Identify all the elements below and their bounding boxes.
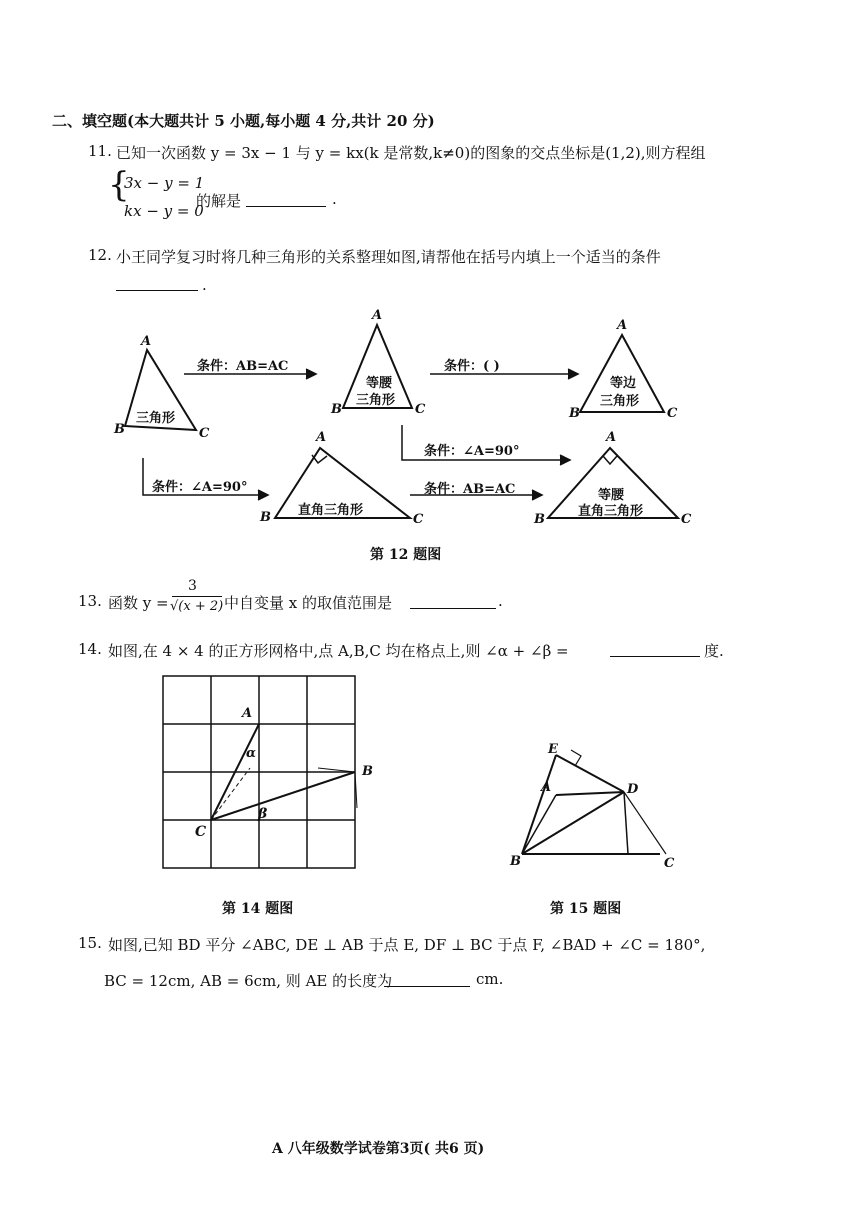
answer-blank-15	[384, 972, 470, 991]
triangle-3-label-2: 三角形	[600, 394, 640, 409]
triangle-5-label-1: 等腰	[598, 488, 625, 503]
question-11-end: .	[332, 190, 337, 208]
vertex-c-3: C	[667, 406, 678, 421]
system-equation-1: 3x − y = 1	[124, 174, 205, 192]
segment-df	[624, 792, 628, 854]
vertex-c-5: C	[681, 512, 692, 527]
question-15-unit: cm.	[476, 970, 504, 988]
triangle-3-label-1: 等边	[610, 376, 637, 391]
point-c-14: C	[195, 824, 207, 840]
point-a-15: A	[541, 780, 552, 795]
vertex-b-4: B	[260, 510, 271, 525]
fraction-denominator: √(x + 2)	[170, 599, 224, 614]
vertex-c-4: C	[413, 512, 424, 527]
vertex-a-2: A	[372, 308, 383, 323]
question-15-number: 15.	[78, 934, 102, 952]
question-14-unit: 度.	[704, 642, 724, 660]
question-14-text: 如图,在 4 × 4 的正方形网格中,点 A,B,C 均在格点上,则 ∠α + ∠β =	[108, 642, 569, 660]
triangle-2-label-1: 等腰	[366, 376, 393, 391]
condition-2: 条件：( )	[444, 359, 500, 374]
question-11-suffix: 的解是	[196, 192, 242, 210]
system-brace: {	[108, 165, 130, 205]
question-14-number: 14.	[78, 640, 102, 658]
condition-1: 条件：AB=AC	[197, 359, 289, 374]
triangle-2-label-2: 三角形	[356, 393, 396, 408]
vertex-a-1: A	[141, 334, 152, 349]
vertex-a-5: A	[606, 430, 617, 445]
vertex-a-3: A	[617, 318, 628, 333]
vertex-b-1: B	[114, 422, 125, 437]
vertex-a-4: A	[316, 430, 327, 445]
triangle-4-label: 直角三角形	[298, 503, 364, 518]
question-11-text: 已知一次函数 y = 3x − 1 与 y = kx(k 是常数,k≠0)的图象的交点坐标是(1,2),则方程组	[116, 144, 706, 162]
figure-15-caption: 第 15 题图	[550, 901, 622, 917]
figure-14-caption: 第 14 题图	[222, 901, 294, 917]
question-13-number: 13.	[78, 592, 102, 610]
vertex-b-3: B	[569, 406, 580, 421]
segment-bd	[522, 792, 624, 854]
vertex-b-2: B	[331, 402, 342, 417]
segment-ed	[556, 755, 624, 792]
point-b-15: B	[510, 854, 521, 869]
question-13-suffix: 中自变量 x 的取值范围是	[224, 594, 392, 612]
condition-4: 条件：∠A=90°	[152, 480, 248, 495]
question-15-line-2: BC = 12cm, AB = 6cm, 则 AE 的长度为	[104, 972, 393, 990]
vertex-c-2: C	[415, 402, 426, 417]
section-title: 二、填空题(本大题共计 5 小题,每小题 4 分,共计 20 分)	[52, 112, 435, 130]
page-footer: A 八年级数学试卷第3页( 共6 页)	[272, 1141, 485, 1157]
condition-3: 条件：∠A=90°	[424, 444, 520, 459]
fraction-numerator: 3	[188, 578, 197, 594]
segment-ad	[556, 792, 624, 795]
angle-alpha-label: α	[246, 746, 257, 761]
point-c-15: C	[664, 856, 675, 871]
point-e-15: E	[548, 742, 558, 757]
point-a-14: A	[242, 706, 253, 721]
question-15-line-1: 如图,已知 BD 平分 ∠ABC, DE ⊥ AB 于点 E, DF ⊥ BC 于点 F, ∠BAD + ∠C = 180°,	[108, 936, 706, 954]
question-12-end: .	[202, 276, 207, 294]
triangle-5-label-2: 直角三角形	[578, 504, 644, 519]
question-12-text: 小王同学复习时将几种三角形的关系整理如图,请帮他在括号内填上一个适当的条件	[116, 248, 661, 266]
vertex-b-5: B	[534, 512, 545, 527]
vertex-c-1: C	[199, 426, 210, 441]
point-d-15: D	[627, 782, 639, 797]
system-equation-2: kx − y = 0	[124, 202, 204, 220]
question-13-prefix: 函数 y =	[108, 594, 169, 612]
condition-5: 条件：AB=AC	[424, 482, 516, 497]
question-12-number: 12.	[88, 246, 112, 264]
figure-12-caption: 第 12 题图	[370, 547, 442, 563]
question-11-number: 11.	[88, 142, 112, 160]
triangle-1-label: 三角形	[136, 411, 176, 426]
angle-beta-label: β	[258, 806, 268, 822]
point-b-14: B	[362, 764, 373, 779]
question-13-end: .	[498, 592, 503, 610]
